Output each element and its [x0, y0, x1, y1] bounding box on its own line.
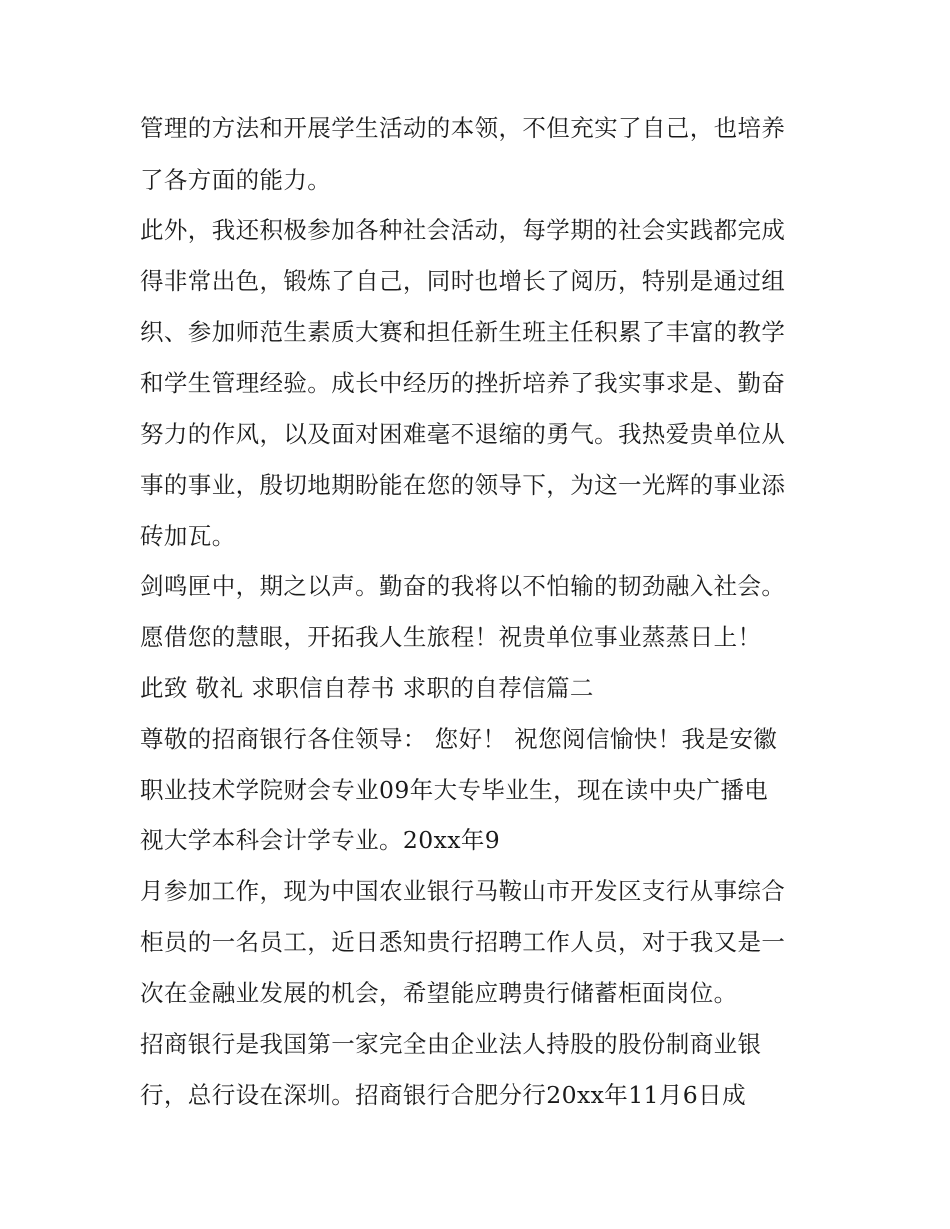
text-line: 柜员的一名员工，近日悉知贵行招聘工作人员，对于我又是一	[140, 928, 786, 956]
text-line: 事的事业，殷切地期盼能在您的领导下，为这一光辉的事业添	[140, 471, 786, 499]
text-line: 次在金融业发展的机会，希望能应聘贵行储蓄柜面岗位。	[140, 979, 738, 1007]
text-line: 招商银行是我国第一家完全由企业法人持股的股份制商业银	[140, 1030, 762, 1058]
text-line: 行，总行设在深圳。招商银行合肥分行20xx年11月6日成	[140, 1081, 746, 1109]
text-line: 和学生管理经验。成长中经历的挫折培养了我实事求是、勤奋	[140, 369, 786, 397]
text-line: 砖加瓦。	[140, 522, 236, 550]
text-line: 管理的方法和开展学生活动的本领，不但充实了自己，也培养	[140, 114, 786, 142]
text-line: 月参加工作，现为中国农业银行马鞍山市开发区支行从事综合	[140, 877, 786, 905]
text-line: 视大学本科会计学专业。20xx年9	[140, 826, 501, 854]
text-line: 剑鸣匣中，期之以声。勤奋的我将以不怕输的韧劲融入社会。	[140, 572, 786, 600]
text-line: 得非常出色，锻炼了自己，同时也增长了阅历，特别是通过组	[140, 267, 786, 295]
text-line: 此致 敬礼 求职信自荐书 求职的自荐信篇二	[140, 674, 594, 702]
text-line: 此外，我还积极参加各种社会活动，每学期的社会实践都完成	[140, 216, 786, 244]
text-line: 努力的作风，以及面对困难毫不退缩的勇气。我热爱贵单位从	[140, 420, 786, 448]
text-line: 职业技术学院财会专业09年大专毕业生，现在读中央广播电	[140, 776, 769, 804]
text-line: 织、参加师范生素质大赛和担任新生班主任积累了丰富的教学	[140, 318, 786, 346]
text-line: 愿借您的慧眼，开拓我人生旅程！祝贵单位事业蒸蒸日上！	[140, 623, 762, 651]
text-line: 尊敬的招商银行各住领导： 您好！ 祝您阅信愉快！我是安徽	[140, 725, 778, 753]
text-line: 了各方面的能力。	[140, 166, 332, 194]
